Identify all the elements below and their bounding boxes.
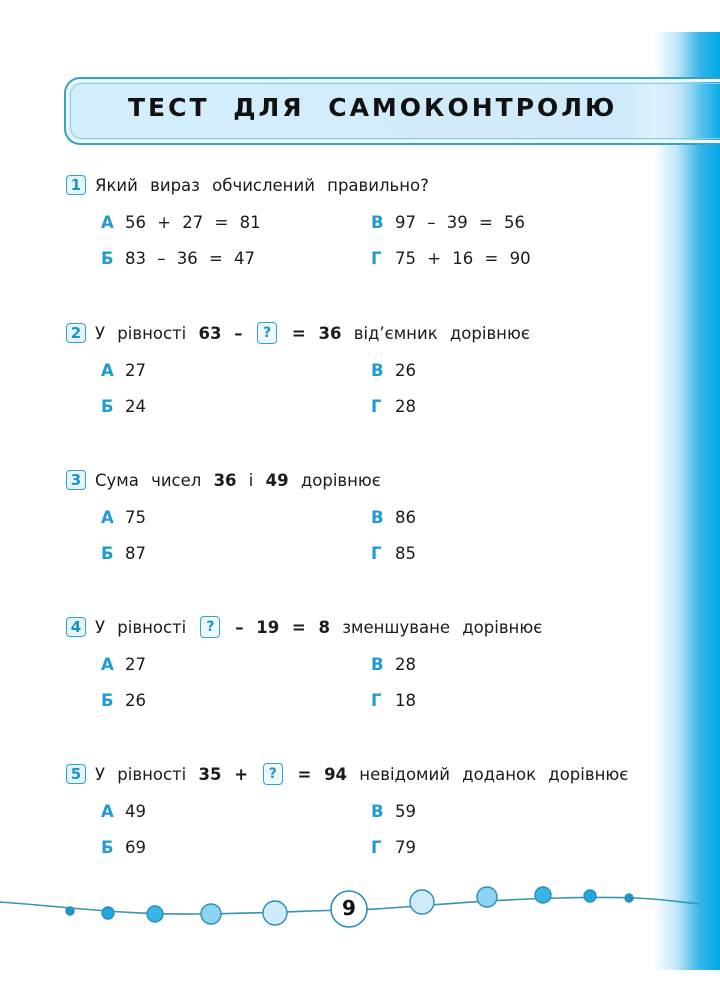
answer-text: 24 <box>125 396 146 416</box>
answer-letter: А <box>101 212 114 232</box>
answer-text: 83 – 36 = 47 <box>125 248 256 268</box>
question-prompt <box>66 614 666 640</box>
title-banner <box>64 77 720 145</box>
answer-letter: Б <box>101 543 114 563</box>
question-text: невідомий доданок дорівнює <box>347 764 629 784</box>
answer-text: 28 <box>395 654 416 674</box>
answer-letter: В <box>371 212 384 232</box>
answer-letter: В <box>371 507 384 527</box>
question-number-term: = 94 <box>284 764 348 784</box>
answer-option[interactable] <box>101 394 146 418</box>
answer-text: 56 + 27 = 81 <box>125 212 261 232</box>
answer-letter: Б <box>101 248 114 268</box>
answer-letter: В <box>371 360 384 380</box>
answer-option[interactable] <box>101 358 146 382</box>
answer-text: 79 <box>395 837 416 857</box>
question-number-badge: 1 <box>66 175 86 195</box>
answer-text: 26 <box>125 690 146 710</box>
question-text: і <box>236 470 266 490</box>
answer-letter: А <box>101 801 114 821</box>
answer-option[interactable] <box>371 799 416 823</box>
answer-option[interactable] <box>371 835 416 859</box>
answer-letter: Б <box>101 837 114 857</box>
answer-text: 27 <box>125 360 146 380</box>
question-number-term: 49 <box>265 470 289 490</box>
answer-options <box>66 198 666 270</box>
answer-text: 87 <box>125 543 146 563</box>
answer-text: 18 <box>395 690 416 710</box>
answer-options <box>66 493 666 565</box>
answer-letter: Г <box>371 248 382 268</box>
question-5 <box>66 761 666 859</box>
question-number-badge: 2 <box>66 323 86 343</box>
answer-option[interactable] <box>101 246 255 270</box>
answer-options <box>66 346 666 418</box>
question-number-badge: 3 <box>66 470 86 490</box>
question-prompt <box>66 320 666 346</box>
answer-text: 75 + 16 = 90 <box>395 248 531 268</box>
answer-text: 28 <box>395 396 416 416</box>
answer-text: 27 <box>125 654 146 674</box>
unknown-value-box: ? <box>257 322 277 344</box>
answer-options <box>66 640 666 712</box>
question-text: Який вираз обчислений правильно? <box>95 175 429 195</box>
answer-letter: А <box>101 360 114 380</box>
question-number-badge: 5 <box>66 764 86 784</box>
answer-option[interactable] <box>101 688 146 712</box>
unknown-value-box: ? <box>263 763 283 785</box>
answer-option[interactable] <box>371 210 525 234</box>
answer-options <box>66 787 666 859</box>
question-1 <box>66 172 666 270</box>
answer-letter: А <box>101 654 114 674</box>
answer-text: 97 – 39 = 56 <box>395 212 526 232</box>
question-number-term: 63 – <box>198 323 256 343</box>
question-4 <box>66 614 666 712</box>
answer-option[interactable] <box>101 835 146 859</box>
answer-option[interactable] <box>371 505 416 529</box>
answer-option[interactable] <box>101 505 146 529</box>
question-prompt <box>66 467 666 493</box>
answer-text: 69 <box>125 837 146 857</box>
unknown-value-box: ? <box>200 616 220 638</box>
question-number-badge: 4 <box>66 617 86 637</box>
question-number-term: 35 + <box>198 764 261 784</box>
answer-option[interactable] <box>371 541 416 565</box>
answer-text: 49 <box>125 801 146 821</box>
answer-text: 86 <box>395 507 416 527</box>
question-3 <box>66 467 666 565</box>
answer-text: 85 <box>395 543 416 563</box>
answer-letter: А <box>101 507 114 527</box>
answer-option[interactable] <box>101 541 146 565</box>
answer-letter: Г <box>371 396 382 416</box>
question-text: У рівності <box>95 617 199 637</box>
question-text: У рівності <box>95 323 199 343</box>
answer-text: 59 <box>395 801 416 821</box>
question-number-term: 36 <box>213 470 237 490</box>
answer-letter: В <box>371 654 384 674</box>
question-text: дорівнює <box>288 470 381 490</box>
question-text: Сума чисел <box>95 470 214 490</box>
answer-letter: Г <box>371 690 382 710</box>
answer-letter: Б <box>101 396 114 416</box>
page-title: ТЕСТ ДЛЯ САМОКОНТРОЛЮ <box>128 93 618 122</box>
question-2 <box>66 320 666 418</box>
page-number: 9 <box>342 896 356 920</box>
answer-option[interactable] <box>371 358 416 382</box>
answer-option[interactable] <box>101 799 146 823</box>
answer-option[interactable] <box>371 652 416 676</box>
answer-letter: Б <box>101 690 114 710</box>
question-text: від’ємник дорівнює <box>341 323 530 343</box>
answer-option[interactable] <box>101 210 261 234</box>
question-text: зменшуване дорівнює <box>329 617 543 637</box>
question-text: У рівності <box>95 764 199 784</box>
answer-option[interactable] <box>101 652 146 676</box>
answer-text: 75 <box>125 507 146 527</box>
answer-letter: Г <box>371 543 382 563</box>
answer-option[interactable] <box>371 246 531 270</box>
answer-text: 26 <box>395 360 416 380</box>
question-number-term: – 19 = 8 <box>222 617 330 637</box>
question-number-term: = 36 <box>279 323 342 343</box>
answer-letter: Г <box>371 837 382 857</box>
question-prompt <box>66 761 666 787</box>
question-prompt <box>66 172 666 198</box>
answer-letter: В <box>371 801 384 821</box>
answer-option[interactable] <box>371 688 416 712</box>
answer-option[interactable] <box>371 394 416 418</box>
